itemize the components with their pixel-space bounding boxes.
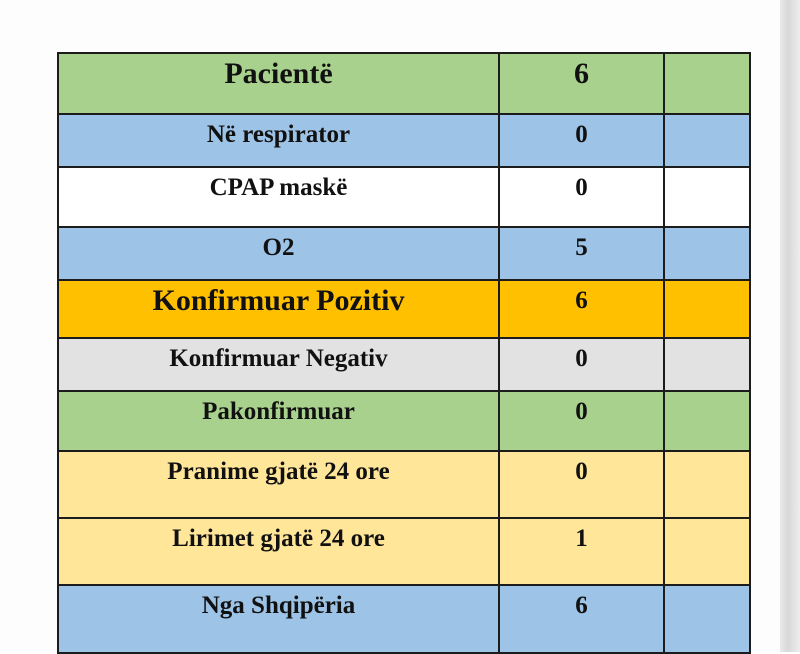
empty-cell: [664, 167, 750, 227]
patient-stats-table: [57, 52, 751, 654]
table-row: [58, 167, 750, 227]
empty-cell: [664, 391, 750, 451]
table-row: [58, 518, 750, 585]
table-row: [58, 53, 750, 114]
row-value-cpap: 0: [499, 167, 664, 227]
table-row: [58, 451, 750, 518]
row-value-o2: 5: [499, 227, 664, 280]
empty-cell: [664, 518, 750, 585]
empty-cell: [664, 338, 750, 391]
table-row: [58, 585, 750, 653]
table-row: [58, 338, 750, 391]
table-row: [58, 280, 750, 338]
row-value-confirmed-positive: 6: [499, 280, 664, 338]
row-label-o2: O2: [58, 227, 499, 280]
table-row: [58, 114, 750, 167]
row-label-admissions-24h: Pranime gjatë 24 ore: [58, 451, 499, 518]
page-edge-shadow: [780, 0, 800, 652]
empty-cell: [664, 451, 750, 518]
row-label-from-albania: Nga Shqipëria: [58, 585, 499, 653]
row-value-discharges-24h: 1: [499, 518, 664, 585]
empty-cell: [664, 114, 750, 167]
table-row: [58, 227, 750, 280]
row-label-ventilator: Në respirator: [58, 114, 499, 167]
row-value-patients: 6: [499, 53, 664, 114]
row-value-from-albania: 6: [499, 585, 664, 653]
empty-cell: [664, 280, 750, 338]
row-label-discharges-24h: Lirimet gjatë 24 ore: [58, 518, 499, 585]
row-value-confirmed-negative: 0: [499, 338, 664, 391]
row-value-admissions-24h: 0: [499, 451, 664, 518]
empty-cell: [664, 227, 750, 280]
empty-cell: [664, 53, 750, 114]
row-label-confirmed-negative: Konfirmuar Negativ: [58, 338, 499, 391]
row-value-ventilator: 0: [499, 114, 664, 167]
table-row: [58, 391, 750, 451]
row-label-patients: Pacientë: [58, 53, 499, 114]
row-value-unconfirmed: 0: [499, 391, 664, 451]
empty-cell: [664, 585, 750, 653]
row-label-unconfirmed: Pakonfirmuar: [58, 391, 499, 451]
row-label-confirmed-positive: Konfirmuar Pozitiv: [58, 280, 499, 338]
row-label-cpap: CPAP maskë: [58, 167, 499, 227]
